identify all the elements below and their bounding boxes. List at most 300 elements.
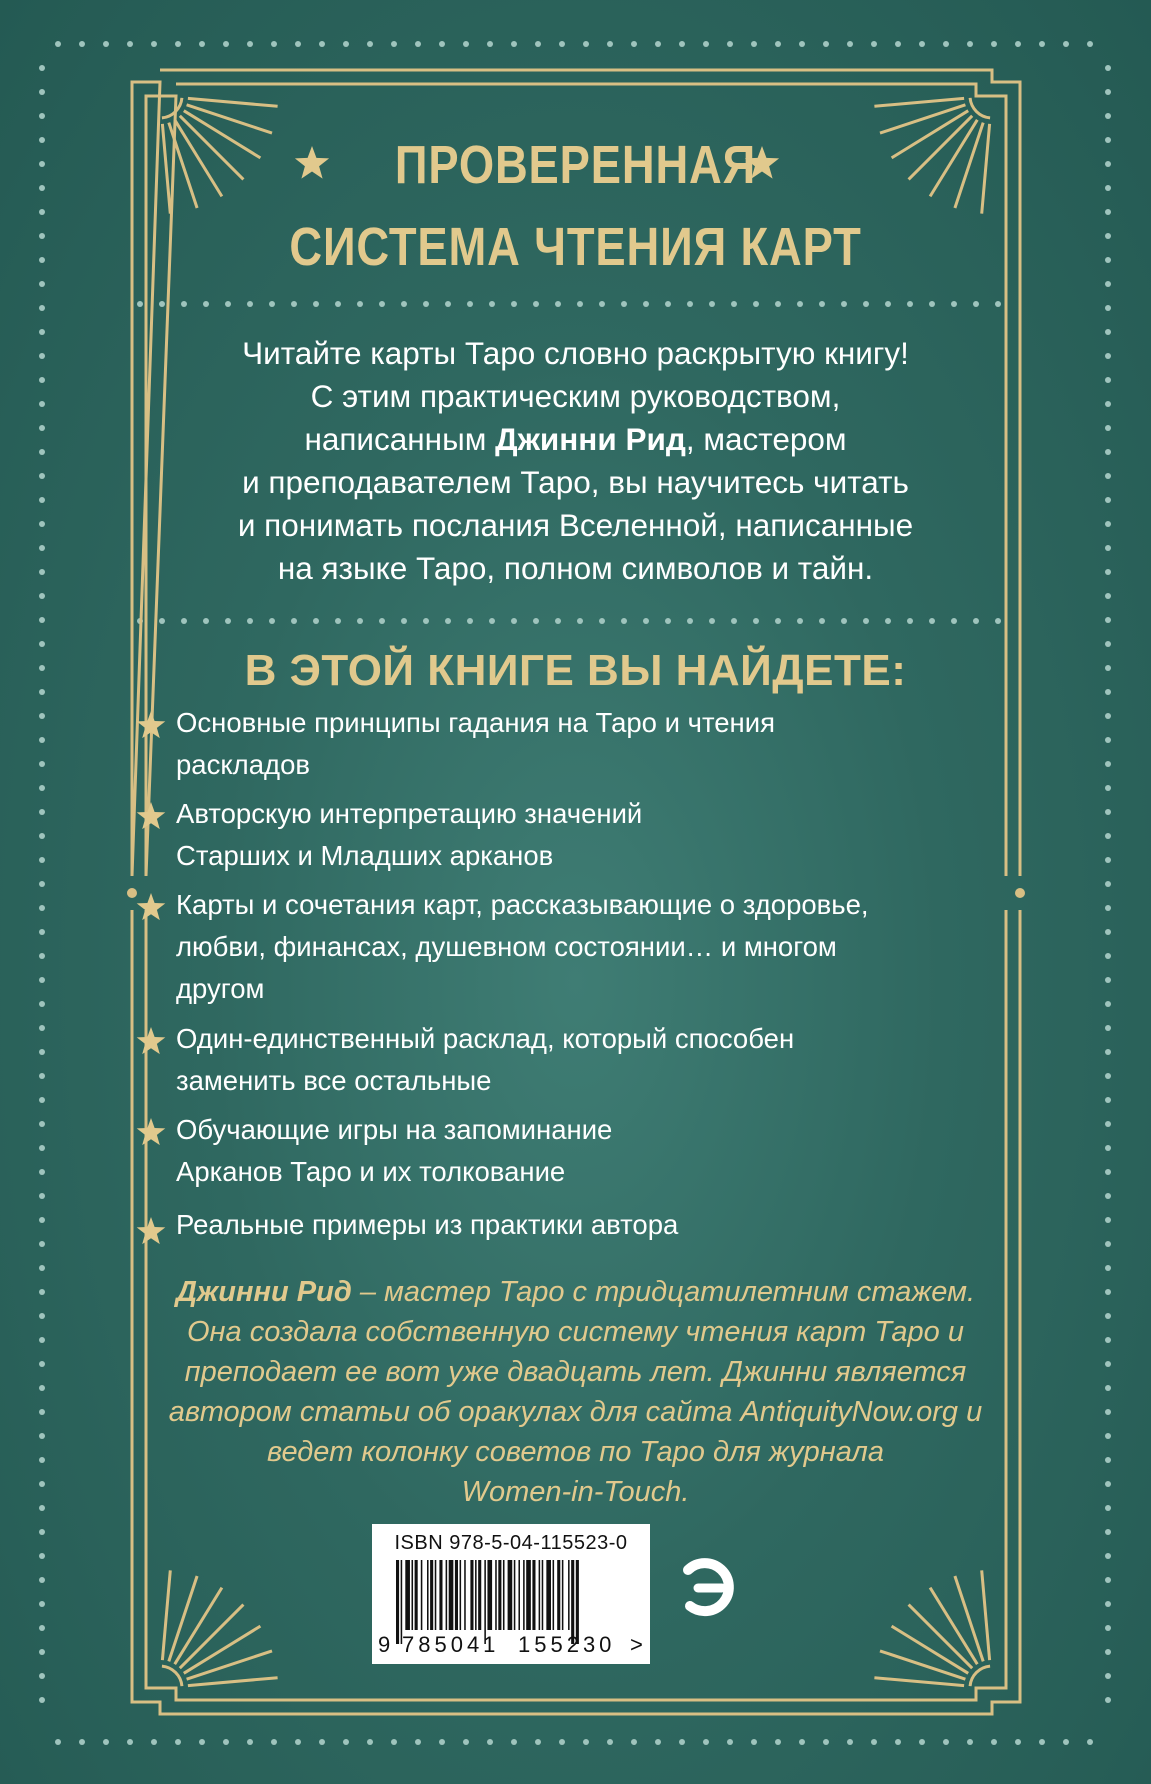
divider-dot xyxy=(929,618,935,624)
barcode-bar xyxy=(498,1560,501,1630)
border-dot xyxy=(487,41,493,47)
border-dot xyxy=(39,1505,45,1511)
barcode-bar xyxy=(487,1560,492,1630)
border-dot xyxy=(39,1097,45,1103)
border-dot xyxy=(1105,1673,1111,1679)
divider-dot xyxy=(247,618,253,624)
sunburst-ray xyxy=(162,1570,170,1660)
border-dot xyxy=(39,281,45,287)
border-dot xyxy=(1105,1409,1111,1415)
sunburst-arc xyxy=(162,1666,182,1686)
barcode-bar xyxy=(405,1560,410,1630)
border-dot xyxy=(1105,1241,1111,1247)
bio-line: Она создала собственную систему чтения карт Таро и xyxy=(187,1316,964,1348)
border-dot xyxy=(39,257,45,263)
border-dot xyxy=(1105,929,1111,935)
border-dot xyxy=(79,41,85,47)
isbn-label: ISBN 978-5-04-115523-0 xyxy=(394,1532,628,1554)
border-dot xyxy=(1105,1505,1111,1511)
border-dot xyxy=(1105,1265,1111,1271)
barcode-bar xyxy=(446,1560,448,1630)
border-dot xyxy=(1105,1433,1111,1439)
border-dot xyxy=(511,1739,517,1745)
border-dot xyxy=(847,1739,853,1745)
border-dot xyxy=(39,1121,45,1127)
border-dot xyxy=(295,41,301,47)
barcode-bar xyxy=(449,1560,454,1630)
intro-line: и понимать послания Вселенной, написанные xyxy=(237,507,914,543)
intro-line: на языке Таро, полном символов и тайн. xyxy=(277,550,874,586)
divider-dot xyxy=(951,618,957,624)
border-dot xyxy=(39,1481,45,1487)
border-dot xyxy=(1105,761,1111,767)
border-dot xyxy=(39,161,45,167)
bio-text: – мастер Таро с тридцатилетним стажем. xyxy=(351,1276,976,1308)
border-dot xyxy=(39,929,45,935)
border-dot xyxy=(1039,1739,1045,1745)
barcode-bar xyxy=(460,1560,462,1630)
border-dot xyxy=(1105,1625,1111,1631)
bio-line: преподает ее вот уже двадцать лет. Джинни является xyxy=(184,1356,967,1388)
border-dot xyxy=(39,1337,45,1343)
divider-dot xyxy=(731,618,737,624)
divider-dot xyxy=(489,618,495,624)
border-dot xyxy=(727,1739,733,1745)
barcode-bar xyxy=(568,1560,570,1630)
divider-dot xyxy=(511,301,517,307)
border-dot xyxy=(1105,1457,1111,1463)
border-dot xyxy=(39,1553,45,1559)
border-dot xyxy=(39,761,45,767)
border-dot xyxy=(39,1529,45,1535)
bio-line xyxy=(130,1272,1021,1312)
divider-dot xyxy=(731,301,737,307)
divider-dot xyxy=(225,301,231,307)
border-dot xyxy=(367,41,373,47)
border-dot xyxy=(247,1739,253,1745)
barcode-bar xyxy=(421,1560,423,1630)
divider-dot xyxy=(313,301,319,307)
border-dot xyxy=(175,1739,181,1745)
sunburst-ray xyxy=(909,1605,973,1669)
border-dot xyxy=(39,1625,45,1631)
feature-text: Старших и Младших арканов xyxy=(176,840,554,871)
divider-dot xyxy=(291,618,297,624)
border-dot xyxy=(39,1049,45,1055)
star-icon xyxy=(134,891,168,925)
border-dot xyxy=(1105,425,1111,431)
feature-text: Арканов Таро и их толкование xyxy=(176,1156,566,1187)
border-dot xyxy=(39,833,45,839)
divider-dot xyxy=(269,618,275,624)
headline-line-1: ПРОВЕРЕННАЯ xyxy=(394,135,757,195)
sunburst-ray xyxy=(874,1678,964,1686)
border-dot xyxy=(1105,737,1111,743)
border-dot xyxy=(103,41,109,47)
divider-dot xyxy=(379,301,385,307)
border-dot xyxy=(655,41,661,47)
barcode-bar xyxy=(532,1560,535,1630)
border-dot xyxy=(1063,1739,1069,1745)
border-dot xyxy=(1105,1313,1111,1319)
border-dot xyxy=(1105,161,1111,167)
divider-dot xyxy=(885,301,891,307)
border-dot xyxy=(39,1361,45,1367)
star-icon xyxy=(134,800,168,834)
barcode-quiet-mark: > xyxy=(630,1632,643,1657)
border-dot xyxy=(1105,1577,1111,1583)
border-dot xyxy=(1105,521,1111,527)
border-dot xyxy=(39,1025,45,1031)
border-dot xyxy=(39,905,45,911)
border-dot xyxy=(583,41,589,47)
border-dot xyxy=(919,41,925,47)
border-dot xyxy=(39,425,45,431)
bio-line: Women-in-Touch. xyxy=(461,1476,690,1508)
divider-dot xyxy=(467,301,473,307)
divider-dot xyxy=(621,301,627,307)
intro-line: и преподавателем Таро, вы научитесь читать xyxy=(242,464,909,500)
border-dot xyxy=(39,1217,45,1223)
border-dot xyxy=(39,1577,45,1583)
divider-dot xyxy=(533,301,539,307)
border-dot xyxy=(583,1739,589,1745)
border-dot xyxy=(39,65,45,71)
divider-dot xyxy=(797,618,803,624)
sunburst-ray xyxy=(188,98,278,106)
barcode-digits-left: 785041 xyxy=(402,1632,500,1657)
divider-dot xyxy=(599,301,605,307)
divider-dot xyxy=(489,301,495,307)
border-dot xyxy=(39,1193,45,1199)
barcode-bar xyxy=(503,1560,505,1630)
sunburst-ray xyxy=(188,1678,278,1686)
feature-item xyxy=(176,1109,956,1193)
feature-item xyxy=(176,884,956,1010)
divider-dot xyxy=(203,618,209,624)
border-dot xyxy=(199,41,205,47)
border-dot xyxy=(559,41,565,47)
border-dot xyxy=(1105,1049,1111,1055)
border-dot xyxy=(39,785,45,791)
intro-paragraph xyxy=(120,332,1031,590)
border-dot xyxy=(1105,1361,1111,1367)
border-dot xyxy=(1105,1289,1111,1295)
right-ornament-dot xyxy=(1015,888,1025,898)
barcode-bar xyxy=(508,1560,513,1630)
star-icon xyxy=(134,1025,168,1059)
border-dot xyxy=(775,41,781,47)
border-dot xyxy=(943,1739,949,1745)
barcode-bar xyxy=(439,1560,442,1630)
border-dot xyxy=(127,1739,133,1745)
sunburst-ray xyxy=(180,1605,244,1669)
barcode-bar xyxy=(396,1560,399,1644)
divider-dot xyxy=(621,618,627,624)
barcode-bar xyxy=(455,1560,458,1630)
border-dot xyxy=(39,329,45,335)
border-dot xyxy=(679,41,685,47)
border-dot xyxy=(1105,809,1111,815)
border-dot xyxy=(39,809,45,815)
border-dot xyxy=(39,113,45,119)
border-dot xyxy=(39,1289,45,1295)
barcode-bar xyxy=(539,1560,541,1630)
barcode-bar xyxy=(523,1560,525,1630)
border-dot xyxy=(703,41,709,47)
sunburst-arc xyxy=(970,1666,990,1686)
feature-text: Основные принципы гадания на Таро и чтения xyxy=(176,707,775,738)
border-dot xyxy=(1105,569,1111,575)
divider-dot xyxy=(599,618,605,624)
divider-dot xyxy=(401,618,407,624)
border-dot xyxy=(1105,713,1111,719)
star-icon xyxy=(134,1116,168,1150)
border-dot xyxy=(199,1739,205,1745)
border-dot xyxy=(1105,1097,1111,1103)
divider-dot xyxy=(577,618,583,624)
divider-dot xyxy=(445,301,451,307)
border-dot xyxy=(151,41,157,47)
feature-item xyxy=(176,1018,956,1102)
divider-dot xyxy=(467,618,473,624)
border-dot xyxy=(1105,1529,1111,1535)
border-dot xyxy=(1105,1193,1111,1199)
author-name: Джинни Рид xyxy=(495,421,686,457)
divider-dot xyxy=(313,618,319,624)
border-dot xyxy=(39,1457,45,1463)
border-dot xyxy=(1039,41,1045,47)
border-dot xyxy=(39,401,45,407)
border-dot xyxy=(1063,41,1069,47)
border-dot xyxy=(55,41,61,47)
border-dot xyxy=(39,617,45,623)
border-dot xyxy=(391,1739,397,1745)
border-dot xyxy=(415,1739,421,1745)
border-dot xyxy=(39,881,45,887)
bio-line: автором статьи об оракулах для сайта AntiquityNow.org и xyxy=(168,1396,983,1428)
border-dot xyxy=(39,977,45,983)
barcode-bar xyxy=(470,1560,473,1630)
border-dot xyxy=(1105,1601,1111,1607)
border-dot xyxy=(919,1739,925,1745)
barcode-bar xyxy=(553,1560,555,1630)
border-dot xyxy=(1105,89,1111,95)
border-dot xyxy=(607,41,613,47)
border-dot xyxy=(1105,305,1111,311)
border-dot xyxy=(895,41,901,47)
border-dot xyxy=(1105,329,1111,335)
divider-dot xyxy=(863,618,869,624)
divider-dot xyxy=(797,301,803,307)
border-dot xyxy=(39,1433,45,1439)
barcode-bar xyxy=(464,1560,466,1630)
barcode-bar xyxy=(478,1560,481,1630)
border-dot xyxy=(39,953,45,959)
border-dot xyxy=(367,1739,373,1745)
border-dot xyxy=(799,41,805,47)
border-dot xyxy=(343,1739,349,1745)
feature-item xyxy=(176,702,956,786)
border-dot xyxy=(39,1673,45,1679)
border-dot xyxy=(1087,1739,1093,1745)
border-dot xyxy=(967,1739,973,1745)
border-dot xyxy=(727,41,733,47)
features-title: В ЭТОЙ КНИГЕ ВЫ НАЙДЕТЕ: xyxy=(244,646,907,695)
border-dot xyxy=(1105,209,1111,215)
sunburst-arc xyxy=(162,98,182,118)
divider-dot xyxy=(973,301,979,307)
divider-dot xyxy=(951,301,957,307)
border-dot xyxy=(39,1601,45,1607)
divider-dot xyxy=(819,618,825,624)
border-dot xyxy=(1105,473,1111,479)
border-dot xyxy=(1105,497,1111,503)
divider-dot xyxy=(159,618,165,624)
border-dot xyxy=(607,1739,613,1745)
border-dot xyxy=(151,1739,157,1745)
border-dot xyxy=(463,1739,469,1745)
border-dot xyxy=(55,1739,61,1745)
barcode-bar xyxy=(546,1560,551,1630)
divider-dot xyxy=(181,301,187,307)
barcode-bar xyxy=(495,1560,497,1630)
border-dot xyxy=(1105,1553,1111,1559)
divider-dot xyxy=(841,301,847,307)
border-dot xyxy=(39,89,45,95)
divider-dot xyxy=(929,301,935,307)
border-dot xyxy=(1105,401,1111,407)
border-dot xyxy=(751,1739,757,1745)
border-dot xyxy=(487,1739,493,1745)
divider-dot xyxy=(907,301,913,307)
divider-dot xyxy=(357,618,363,624)
border-dot xyxy=(1105,977,1111,983)
border-dot xyxy=(319,41,325,47)
feature-text: Авторскую интерпретацию значений xyxy=(176,798,643,829)
border-dot xyxy=(847,41,853,47)
barcode-bar xyxy=(518,1560,520,1630)
border-dot xyxy=(1105,593,1111,599)
sunburst-arc xyxy=(970,98,990,118)
divider-dot xyxy=(665,301,671,307)
divider-dot xyxy=(665,618,671,624)
border-dot xyxy=(343,41,349,47)
border-dot xyxy=(1105,833,1111,839)
border-dot xyxy=(1105,1337,1111,1343)
divider-dot xyxy=(181,618,187,624)
divider-dot xyxy=(137,301,143,307)
barcode-bar xyxy=(526,1560,531,1630)
border-dot xyxy=(1105,65,1111,71)
divider-dot xyxy=(379,618,385,624)
divider-dot xyxy=(203,301,209,307)
border-dot xyxy=(39,473,45,479)
star-icon xyxy=(134,709,168,743)
border-dot xyxy=(1105,857,1111,863)
divider-dot xyxy=(709,618,715,624)
barcode-bar xyxy=(412,1560,414,1630)
border-dot xyxy=(511,41,517,47)
barcode-bar xyxy=(430,1560,433,1630)
border-dot xyxy=(39,1697,45,1703)
border-dot xyxy=(1105,905,1111,911)
feature-text: Обучающие игры на запоминание xyxy=(176,1114,613,1145)
border-dot xyxy=(103,1739,109,1745)
border-dot xyxy=(39,545,45,551)
border-dot xyxy=(823,1739,829,1745)
border-dot xyxy=(415,41,421,47)
eksmo-logo-icon xyxy=(678,1556,738,1620)
divider-dot xyxy=(401,301,407,307)
divider-dot xyxy=(225,618,231,624)
border-dot xyxy=(39,233,45,239)
border-dot xyxy=(871,41,877,47)
border-dot xyxy=(295,1739,301,1745)
barcode-bar xyxy=(415,1560,418,1630)
divider-dot xyxy=(335,301,341,307)
divider-dot xyxy=(819,301,825,307)
border-dot xyxy=(223,41,229,47)
divider-dot xyxy=(269,301,275,307)
barcode-digit-lead: 9 xyxy=(378,1632,391,1657)
intro-line: С этим практическим руководством, xyxy=(310,378,841,414)
border-dot xyxy=(679,1739,685,1745)
divider-dot xyxy=(687,618,693,624)
border-dot xyxy=(1105,1145,1111,1151)
border-dot xyxy=(1105,113,1111,119)
divider-dot xyxy=(907,618,913,624)
divider-dot xyxy=(775,618,781,624)
border-dot xyxy=(39,305,45,311)
intro-line: Читайте карты Таро словно раскрытую книгу! xyxy=(242,335,909,371)
divider-dot xyxy=(885,618,891,624)
feature-item xyxy=(176,1204,956,1246)
divider-dot xyxy=(511,618,517,624)
border-dot xyxy=(39,1241,45,1247)
divider-dot xyxy=(753,618,759,624)
border-dot xyxy=(271,1739,277,1745)
divider-dot xyxy=(775,301,781,307)
feature-text: любви, финансах, душевном состоянии… и многом xyxy=(176,931,837,962)
divider-dot xyxy=(577,301,583,307)
border-dot xyxy=(39,1313,45,1319)
border-dot xyxy=(39,1145,45,1151)
border-dot xyxy=(39,1385,45,1391)
border-dot xyxy=(967,41,973,47)
border-dot xyxy=(1105,617,1111,623)
border-dot xyxy=(1105,1697,1111,1703)
border-dot xyxy=(39,209,45,215)
author-bio xyxy=(130,1272,1021,1512)
bio-author-name: Джинни Рид xyxy=(175,1276,352,1308)
border-dot xyxy=(991,41,997,47)
border-dot xyxy=(1105,281,1111,287)
divider-dot xyxy=(533,618,539,624)
divider-dot xyxy=(841,618,847,624)
divider-dot xyxy=(709,301,715,307)
border-dot xyxy=(39,1073,45,1079)
border-dot xyxy=(223,1739,229,1745)
border-dot xyxy=(535,41,541,47)
border-dot xyxy=(631,1739,637,1745)
divider-dot xyxy=(555,618,561,624)
feature-text: Реальные примеры из практики автора xyxy=(176,1209,679,1240)
border-dot xyxy=(775,1739,781,1745)
sunburst-ray xyxy=(982,1570,990,1660)
border-dot xyxy=(39,521,45,527)
intro-text: написанным xyxy=(304,421,496,457)
